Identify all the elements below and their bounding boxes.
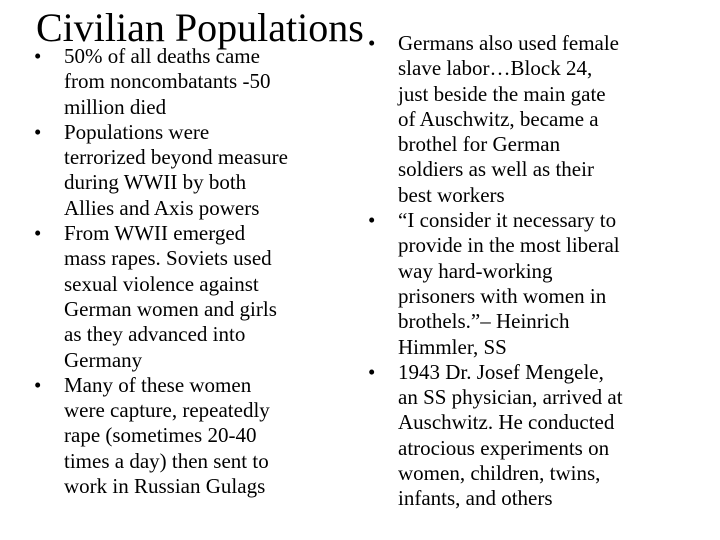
text-line: were capture, repeatedly <box>64 398 270 423</box>
text-line: soldiers as well as their <box>398 157 594 182</box>
bullet-dot: • <box>34 221 42 246</box>
text-line: work in Russian Gulags <box>64 474 266 499</box>
text-line: slave labor…Block 24, <box>398 56 593 81</box>
bullet-text <box>64 44 360 120</box>
bullet-item <box>30 44 360 120</box>
slide-title: Civilian Populations <box>36 5 364 50</box>
bullet-dot: • <box>368 359 376 384</box>
text-line: as they advanced into <box>64 322 246 347</box>
text-line: times a day) then sent to <box>64 448 269 473</box>
text-line: terrorized beyond measure <box>64 145 288 170</box>
text-line: Many of these women <box>64 372 252 397</box>
bullet-item <box>364 208 704 360</box>
text-line: Germans also used female <box>398 31 620 55</box>
bullet-text <box>398 360 704 512</box>
right-bullet-column <box>364 31 704 512</box>
bullet-item <box>30 221 360 373</box>
text-line: Germany <box>64 347 143 372</box>
text-line: From WWII emerged <box>64 221 246 246</box>
text-line: women, children, twins, <box>398 461 601 486</box>
text-line: Himmler, SS <box>398 334 507 359</box>
text-line: of Auschwitz, became a <box>398 106 599 131</box>
text-line: 1943 Dr. Josef Mengele, <box>398 359 604 384</box>
text-line: during WWII by both <box>64 170 247 195</box>
text-line: just beside the main gate <box>398 81 606 106</box>
text-line: rape (sometimes 20-40 <box>64 423 257 448</box>
bullet-dot: • <box>34 119 42 144</box>
text-line: sexual violence against <box>64 271 259 296</box>
bullet-text <box>64 221 360 373</box>
bullet-dot: • <box>368 208 376 233</box>
text-line: Auschwitz. He conducted <box>398 410 615 435</box>
bullet-text <box>64 373 360 499</box>
text-line: 50% of all deaths came <box>64 44 260 68</box>
text-line: German women and girls <box>64 296 277 321</box>
bullet-text <box>398 208 704 360</box>
text-line: atrocious experiments on <box>398 435 610 460</box>
bullet-item <box>364 360 704 512</box>
bullet-item <box>30 373 360 499</box>
text-line: “I consider it necessary to <box>398 208 617 233</box>
bullet-dot: • <box>34 44 42 68</box>
text-line: Allies and Axis powers <box>64 195 260 220</box>
text-line: infants, and others <box>398 486 553 511</box>
text-line: an SS physician, arrived at <box>398 385 623 410</box>
text-line: million died <box>64 94 167 119</box>
left-bullet-column <box>30 44 360 499</box>
text-line: brothels.”– Heinrich <box>398 309 570 334</box>
text-line: brothel for German <box>398 132 561 157</box>
bullet-item <box>364 31 704 208</box>
text-line: from noncombatants -50 <box>64 69 271 94</box>
text-line: prisoners with women in <box>398 283 607 308</box>
bullet-item <box>30 120 360 221</box>
bullet-text <box>64 120 360 221</box>
text-line: way hard-working <box>398 258 553 283</box>
text-line: mass rapes. Soviets used <box>64 246 272 271</box>
text-line: Populations were <box>64 119 210 144</box>
bullet-dot: • <box>34 372 42 397</box>
bullet-dot: • <box>368 31 376 55</box>
text-line: provide in the most liberal <box>398 233 620 258</box>
text-line: best workers <box>398 182 505 207</box>
bullet-text <box>398 31 704 208</box>
